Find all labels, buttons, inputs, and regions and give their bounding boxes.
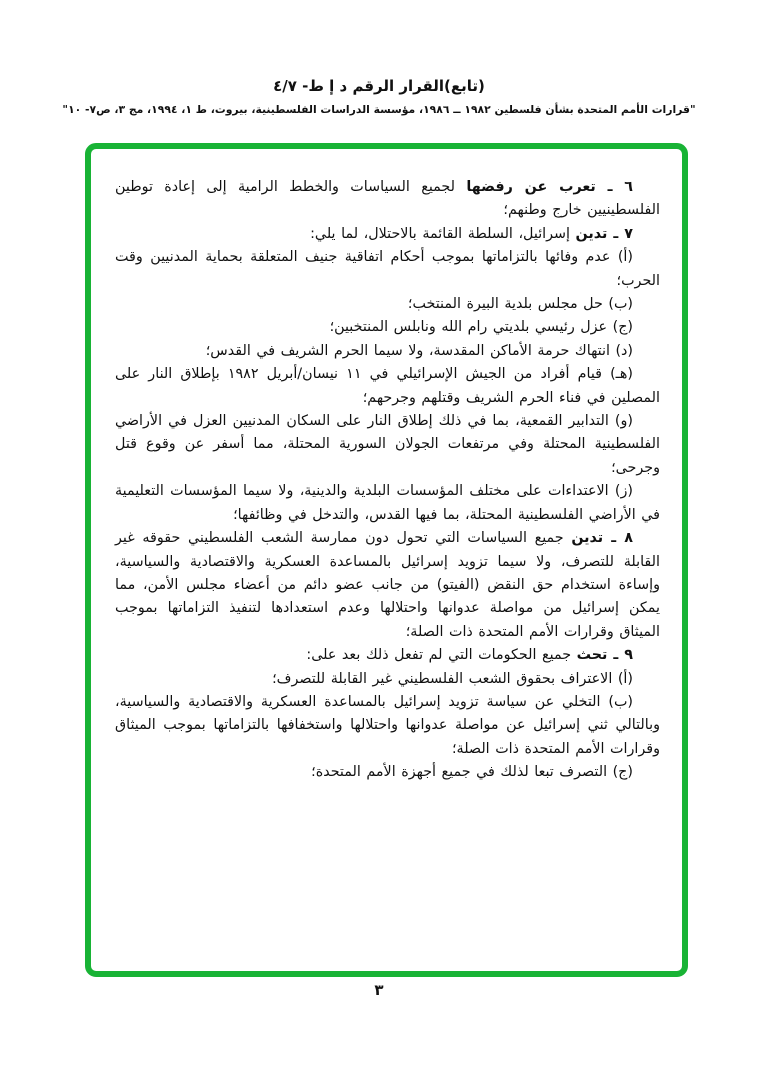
subitem-7g [115,480,660,527]
source-citation: "قرارات الأمم المتحدة بشأن فلسطين ١٩٨٢ ــ ١٩٨٦، مؤسسة الدراسات الفلسطينية، بيروت، ط ١، ١٩٩٤، مج ٣، ص٧- ١٠" [62,103,696,116]
paragraph-text: جميع السياسات التي تحول دون ممارسة الشعب الفلسطيني حقوقه غير القابلة للتصرف، ولا سيما تزويد إسرائيل بالمساعدة العسكرية والاقتصادية والسياسية، وإساءة استخدام حق النقض (الفيتو) من جانب عضو دائم من أعضاء مجلس الأمن، مما يمكن إسرائيل من مواصلة عدوانها واحتلالها وعدم استعدادها لتنفيذ التزاماتها بموجب الميثاق وقرارات الأمم المتحدة ذات الصلة؛ [115,530,660,640]
paragraph-text: (ج) عزل رئيسي بلديتي رام الله ونابلس المنتخبين؛ [329,319,633,336]
subitem-7f [115,410,660,480]
paragraph-text: (ب) حل مجلس بلدية البيرة المنتخب؛ [407,296,633,313]
paragraph-item-7 [115,223,660,246]
paragraph-text: (أ) الاعتراف بحقوق الشعب الفلسطيني غير القابلة للتصرف؛ [272,670,633,687]
paragraph-text: (ب) التخلي عن سياسة تزويد إسرائيل بالمساعدة العسكرية والاقتصادية والسياسية، وبالتالي ثني إسرائيل عن مواصلة عدوانها واحتلالها واستخفافها بالتزاماتها بموجب الميثاق وقرارات الأمم المتحدة ذات الصلة؛ [115,693,660,757]
paragraph-text: (هـ) قيام أفراد من الجيش الإسرائيلي في ١١ نيسان/أبريل ١٩٨٢ بإطلاق النار على المصلين في فناء الحرم الشريف وقتلهم وجرحهم؛ [115,366,660,406]
subitem-7b [115,293,660,316]
subitem-7c [115,316,660,339]
paragraph-text: (و) التدابير القمعية، بما في ذلك إطلاق النار على السكان المدنيين العزل في الأراضي الفلسطينية المحتلة وفي مرتفعات الجولان السورية المحتلة، مما أسفر عن وقوع قتل وجرحى؛ [115,413,660,476]
item-number: ٦ ـ [595,179,633,195]
subitem-9a [115,668,660,691]
operative-verb: تحث [576,647,608,664]
paragraph-text: لجميع السياسات والخطط الرامية إلى إعادة توطين الفلسطينيين خارج وطنهم؛ [115,179,660,219]
operative-verb: تدين [571,530,604,547]
subitem-7e [115,363,660,410]
operative-verb: تدين [575,225,608,242]
item-number: ٧ ـ [607,225,633,242]
paragraph-text: (أ) عدم وفائها بالتزاماتها بموجب أحكام اتفاقية جنيف المتعلقة بحماية المدنيين وقت الحرب؛ [115,249,660,289]
paragraph-text: (ج) التصرف تبعا لذلك في جميع أجهزة الأمم المتحدة؛ [311,764,633,781]
text-frame [85,143,688,977]
document-header [0,77,758,116]
paragraph-text: جميع الحكومات التي لم تفعل ذلك بعد على: [306,647,577,664]
paragraph-text: إسرائيل، السلطة القائمة بالاحتلال، لما يلي: [310,225,576,242]
paragraph-item-6 [115,176,660,223]
item-number: ٨ ـ [603,530,633,547]
resolution-title: (تابع)القرار الرقم د إ ط- ٤/٧ [273,77,485,95]
paragraph-text: (ز) الاعتداءات على مختلف المؤسسات البلدية والدينية، ولا سيما المؤسسات التعليمية في الأراضي الفلسطينية المحتلة، بما فيها القدس، والتدخل في وظائفها؛ [115,483,660,523]
subitem-9c [115,761,660,784]
paragraph-item-8 [115,527,660,644]
paragraph-item-9 [115,644,660,667]
page-number: ٣ [374,981,384,999]
paragraph-text: (د) انتهاك حرمة الأماكن المقدسة، ولا سيما الحرم الشريف في القدس؛ [205,342,633,359]
subitem-7d [115,340,660,363]
subitem-9b [115,691,660,761]
item-number: ٩ ـ [607,647,633,664]
subitem-7a [115,246,660,293]
operative-verb: تعرب عن رفضها [466,179,596,195]
